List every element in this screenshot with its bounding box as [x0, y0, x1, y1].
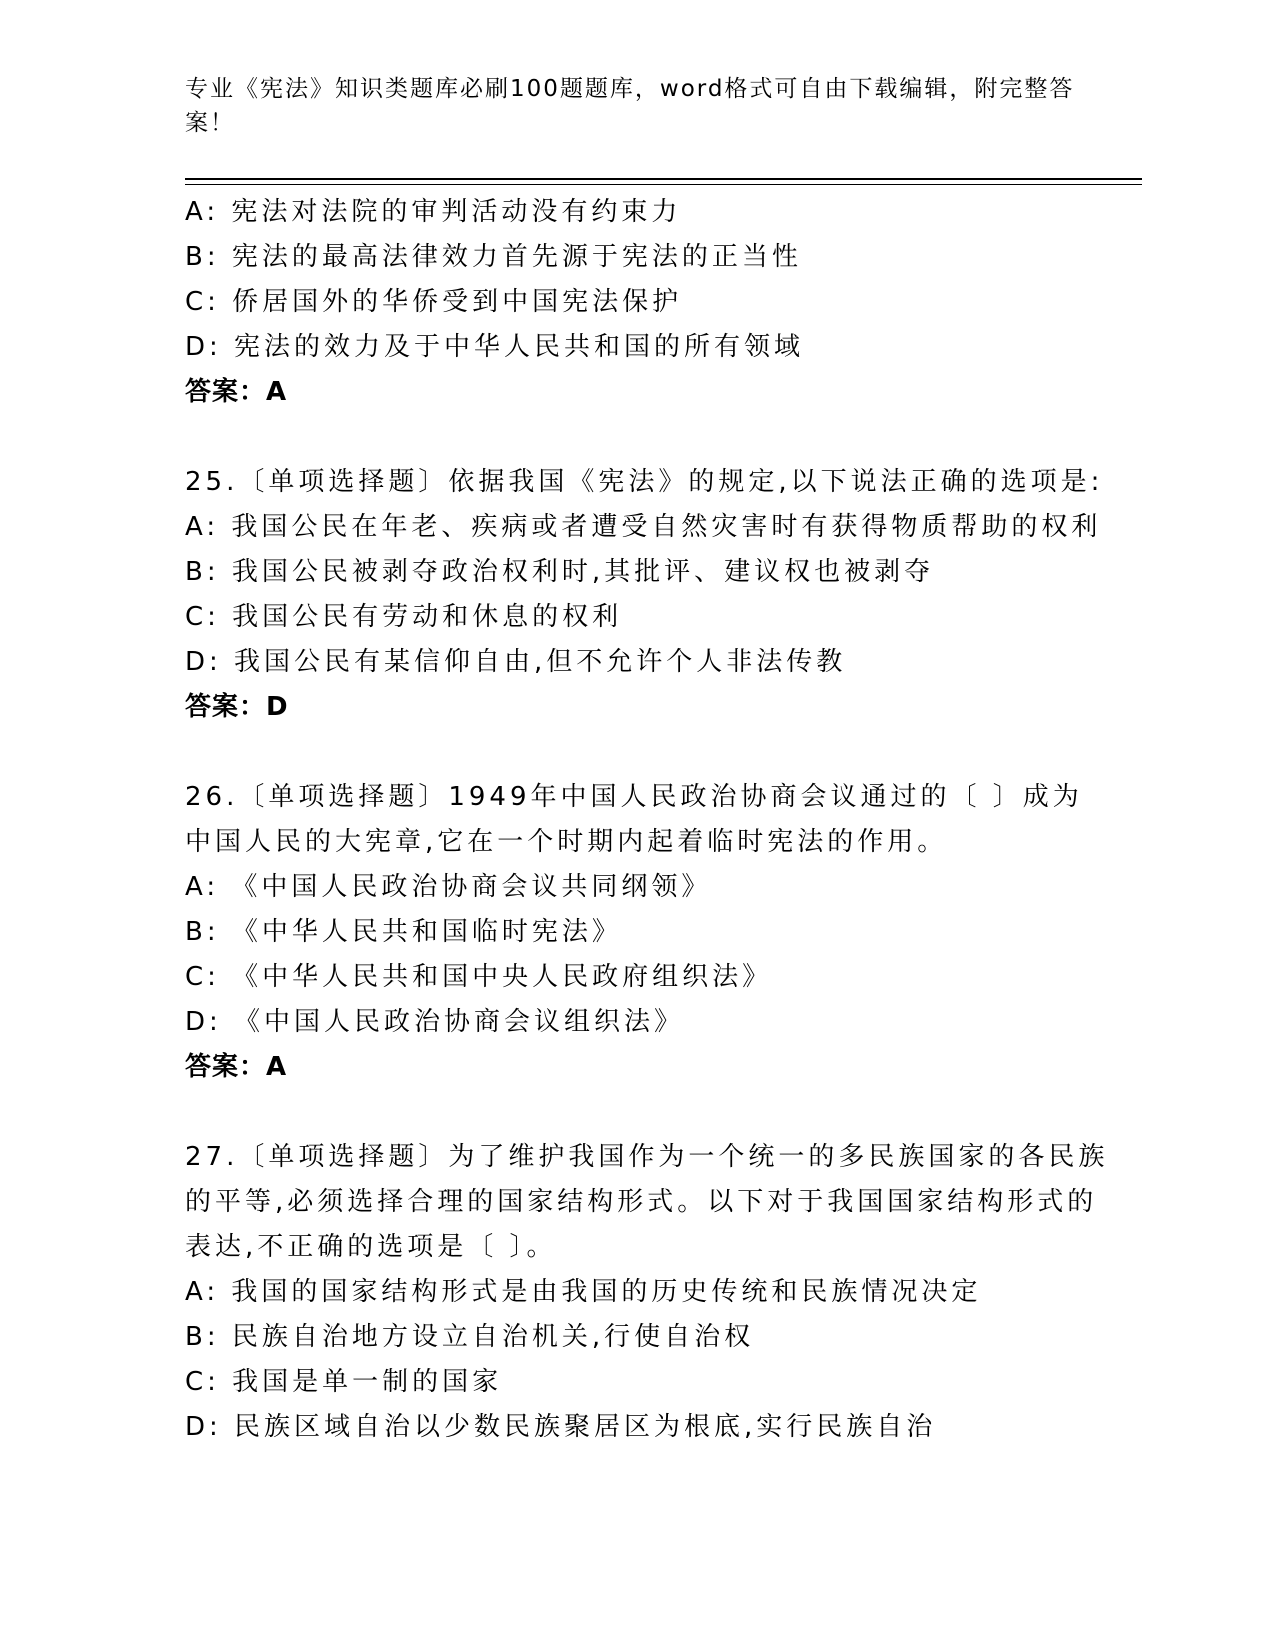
- option-a: A: 我国公民在年老、疾病或者遭受自然灾害时有获得物质帮助的权利: [185, 512, 1102, 542]
- question-stem: 27.〔单项选择题〕为了维护我国作为一个统一的多民族国家的各民族: [185, 1142, 1109, 1172]
- option-d: D: 《中国人民政治协商会议组织法》: [185, 1007, 685, 1037]
- question-block-prev: [185, 190, 1085, 415]
- option-c: C: 《中华人民共和国中央人民政府组织法》: [185, 962, 773, 992]
- question-list: [185, 190, 1109, 1450]
- option-b: B: 宪法的最高法律效力首先源于宪法的正当性: [185, 242, 802, 272]
- option-a: A: 《中国人民政治协商会议共同纲领》: [185, 872, 712, 902]
- option-c: C: 侨居国外的华侨受到中国宪法保护: [185, 287, 683, 317]
- header-divider-thin: [185, 184, 1142, 185]
- option-d: D: 我国公民有某信仰自由,但不允许个人非法传教: [185, 647, 847, 677]
- answer-line: 答案：D: [185, 692, 289, 722]
- option-b: B: 《中华人民共和国临时宪法》: [185, 917, 622, 947]
- document-header: 专业《宪法》知识类题库必刷100题题库，word格式可自由下载编辑，附完整答案！: [185, 76, 1075, 136]
- option-c: C: 我国是单一制的国家: [185, 1367, 503, 1397]
- option-a: A: 我国的国家结构形式是由我国的历史传统和民族情况决定: [185, 1277, 982, 1307]
- question-block-25: [185, 460, 1104, 730]
- option-a: A: 宪法对法院的审判活动没有约束力: [185, 197, 682, 227]
- option-b: B: 我国公民被剥夺政治权利时,其批评、建议权也被剥夺: [185, 557, 935, 587]
- option-d: D: 宪法的效力及于中华人民共和国的所有领域: [185, 332, 805, 362]
- question-stem: 26.〔单项选择题〕1949年中国人民政治协商会议通过的〔 〕成为: [185, 782, 1083, 812]
- spacer: [185, 415, 1085, 460]
- question-stem: 25.〔单项选择题〕依据我国《宪法》的规定,以下说法正确的选项是:: [185, 467, 1104, 497]
- option-c: C: 我国公民有劳动和休息的权利: [185, 602, 623, 632]
- question-stem: 中国人民的大宪章,它在一个时期内起着临时宪法的作用。: [185, 827, 948, 857]
- option-d: D: 民族区域自治以少数民族聚居区为根底,实行民族自治: [185, 1412, 937, 1442]
- question-block-26: [185, 775, 1085, 1090]
- answer-line: 答案：A: [185, 1052, 288, 1082]
- spacer: [185, 730, 1085, 775]
- header-divider: [185, 178, 1142, 180]
- question-block-27: [185, 1135, 1109, 1450]
- question-stem: 的平等,必须选择合理的国家结构形式。以下对于我国国家结构形式的: [185, 1187, 1098, 1217]
- question-stem: 表达,不正确的选项是〔 〕。: [185, 1232, 557, 1262]
- option-b: B: 民族自治地方设立自治机关,行使自治权: [185, 1322, 755, 1352]
- spacer: [185, 1090, 1085, 1135]
- answer-line: 答案：A: [185, 377, 288, 407]
